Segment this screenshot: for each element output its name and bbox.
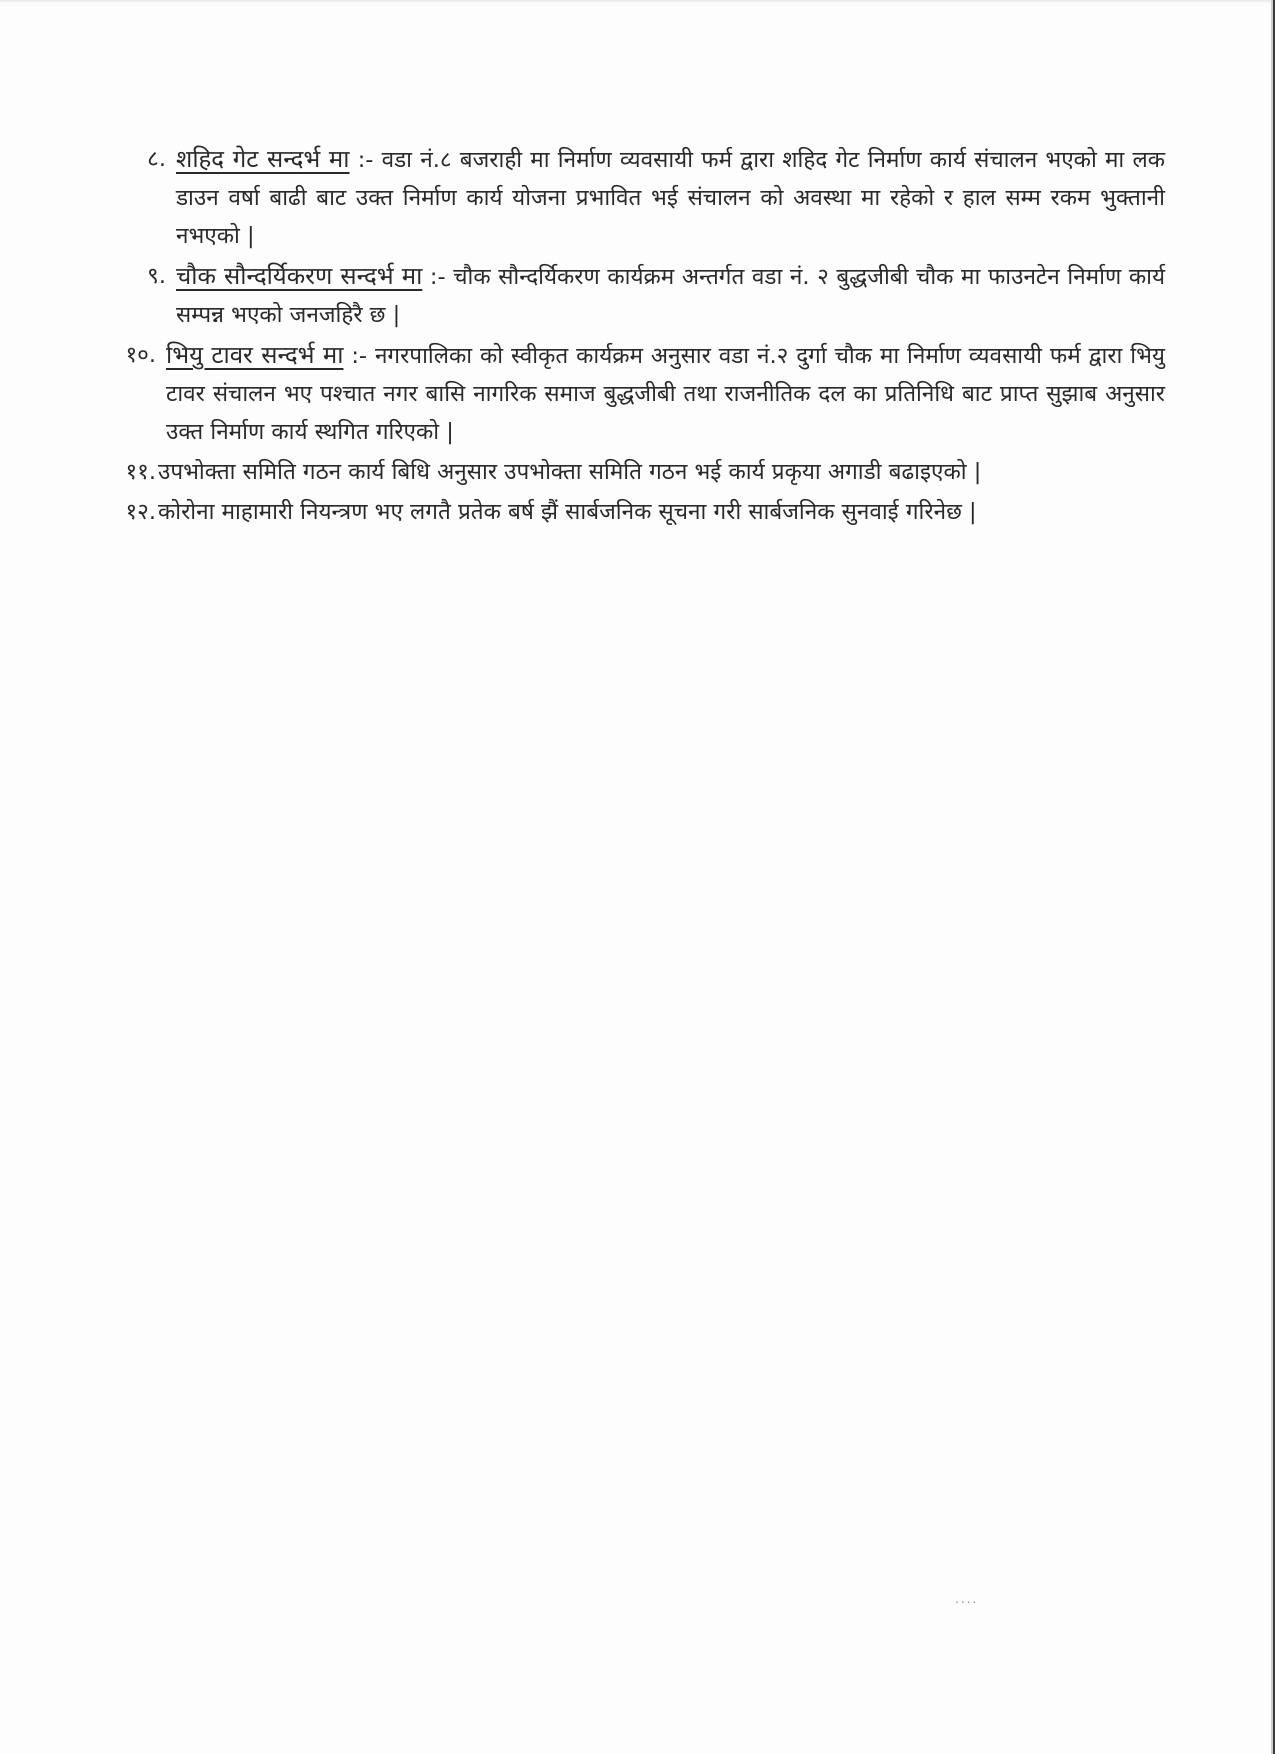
item-number: १२.	[125, 499, 156, 525]
item-text-block	[176, 140, 1165, 255]
list-item-12	[110, 493, 1165, 531]
list-item-11	[110, 453, 1165, 491]
item-number: ९.	[147, 263, 166, 289]
item-body: उपभोक्ता समिति गठन कार्य बिधि अनुसार उपभोक्ता समिति गठन भई कार्य प्रकृया अगाडी बढाइएको |	[158, 459, 982, 485]
item-number: ८.	[147, 146, 166, 172]
item-body: :- वडा नं.८ बजराही मा निर्माण व्यवसायी फर्म द्वारा शहिद गेट निर्माण कार्य संचालन भएको मा लक डाउन वर्षा बाढी बाट उक्त निर्माण कार्य योजना प्रभावित भई संचालन को अवस्था मा रहेको र हाल सम्म रकम भुक्तानी नभएको |	[176, 147, 1166, 249]
scan-smudge-mark: ....	[955, 1592, 979, 1606]
item-body: :- चौक सौन्दर्यिकरण कार्यक्रम अन्तर्गत वडा नं. २ बुद्धजीबी चौक मा फाउनटेन निर्माण कार्य सम्पन्न भएको जनजहिरै छ |	[176, 264, 1165, 328]
list-item-9	[110, 257, 1165, 334]
list-item-10	[110, 336, 1165, 451]
item-body: कोरोना माहामारी नियन्त्रण भए लगतै प्रतेक बर्ष झैं सार्बजनिक सूचना गरी सार्बजनिक सुनवाई गरिनेछ |	[158, 499, 977, 525]
scan-edge-top	[0, 0, 1275, 3]
item-text-block	[176, 257, 1165, 334]
item-text-block	[158, 453, 1165, 491]
scan-edge-right	[1271, 0, 1275, 1754]
item-number: १०.	[125, 342, 156, 368]
item-text-block	[166, 336, 1165, 451]
item-text-block	[158, 493, 1165, 531]
item-heading: शहिद गेट सन्दर्भ मा	[176, 145, 350, 173]
numbered-list	[110, 140, 1165, 533]
item-body: :- नगरपालिका को स्वीकृत कार्यक्रम अनुसार वडा नं.२ दुर्गा चौक मा निर्माण व्यवसायी फर्म द्वारा भियु टावर संचालन भए पश्चात नगर बासि नागरिक समाज बुद्धजीबी तथा राजनीतिक दल का प्रतिनिधि बाट प्राप्त सुझाब अनुसार उक्त निर्माण कार्य स्थगित गरिएको |	[166, 343, 1165, 445]
item-heading: चौक सौन्दर्यिकरण सन्दर्भ मा	[176, 262, 423, 290]
item-number: ११.	[125, 459, 156, 485]
list-item-8	[110, 140, 1165, 255]
item-heading: भियु टावर सन्दर्भ मा	[166, 341, 344, 369]
